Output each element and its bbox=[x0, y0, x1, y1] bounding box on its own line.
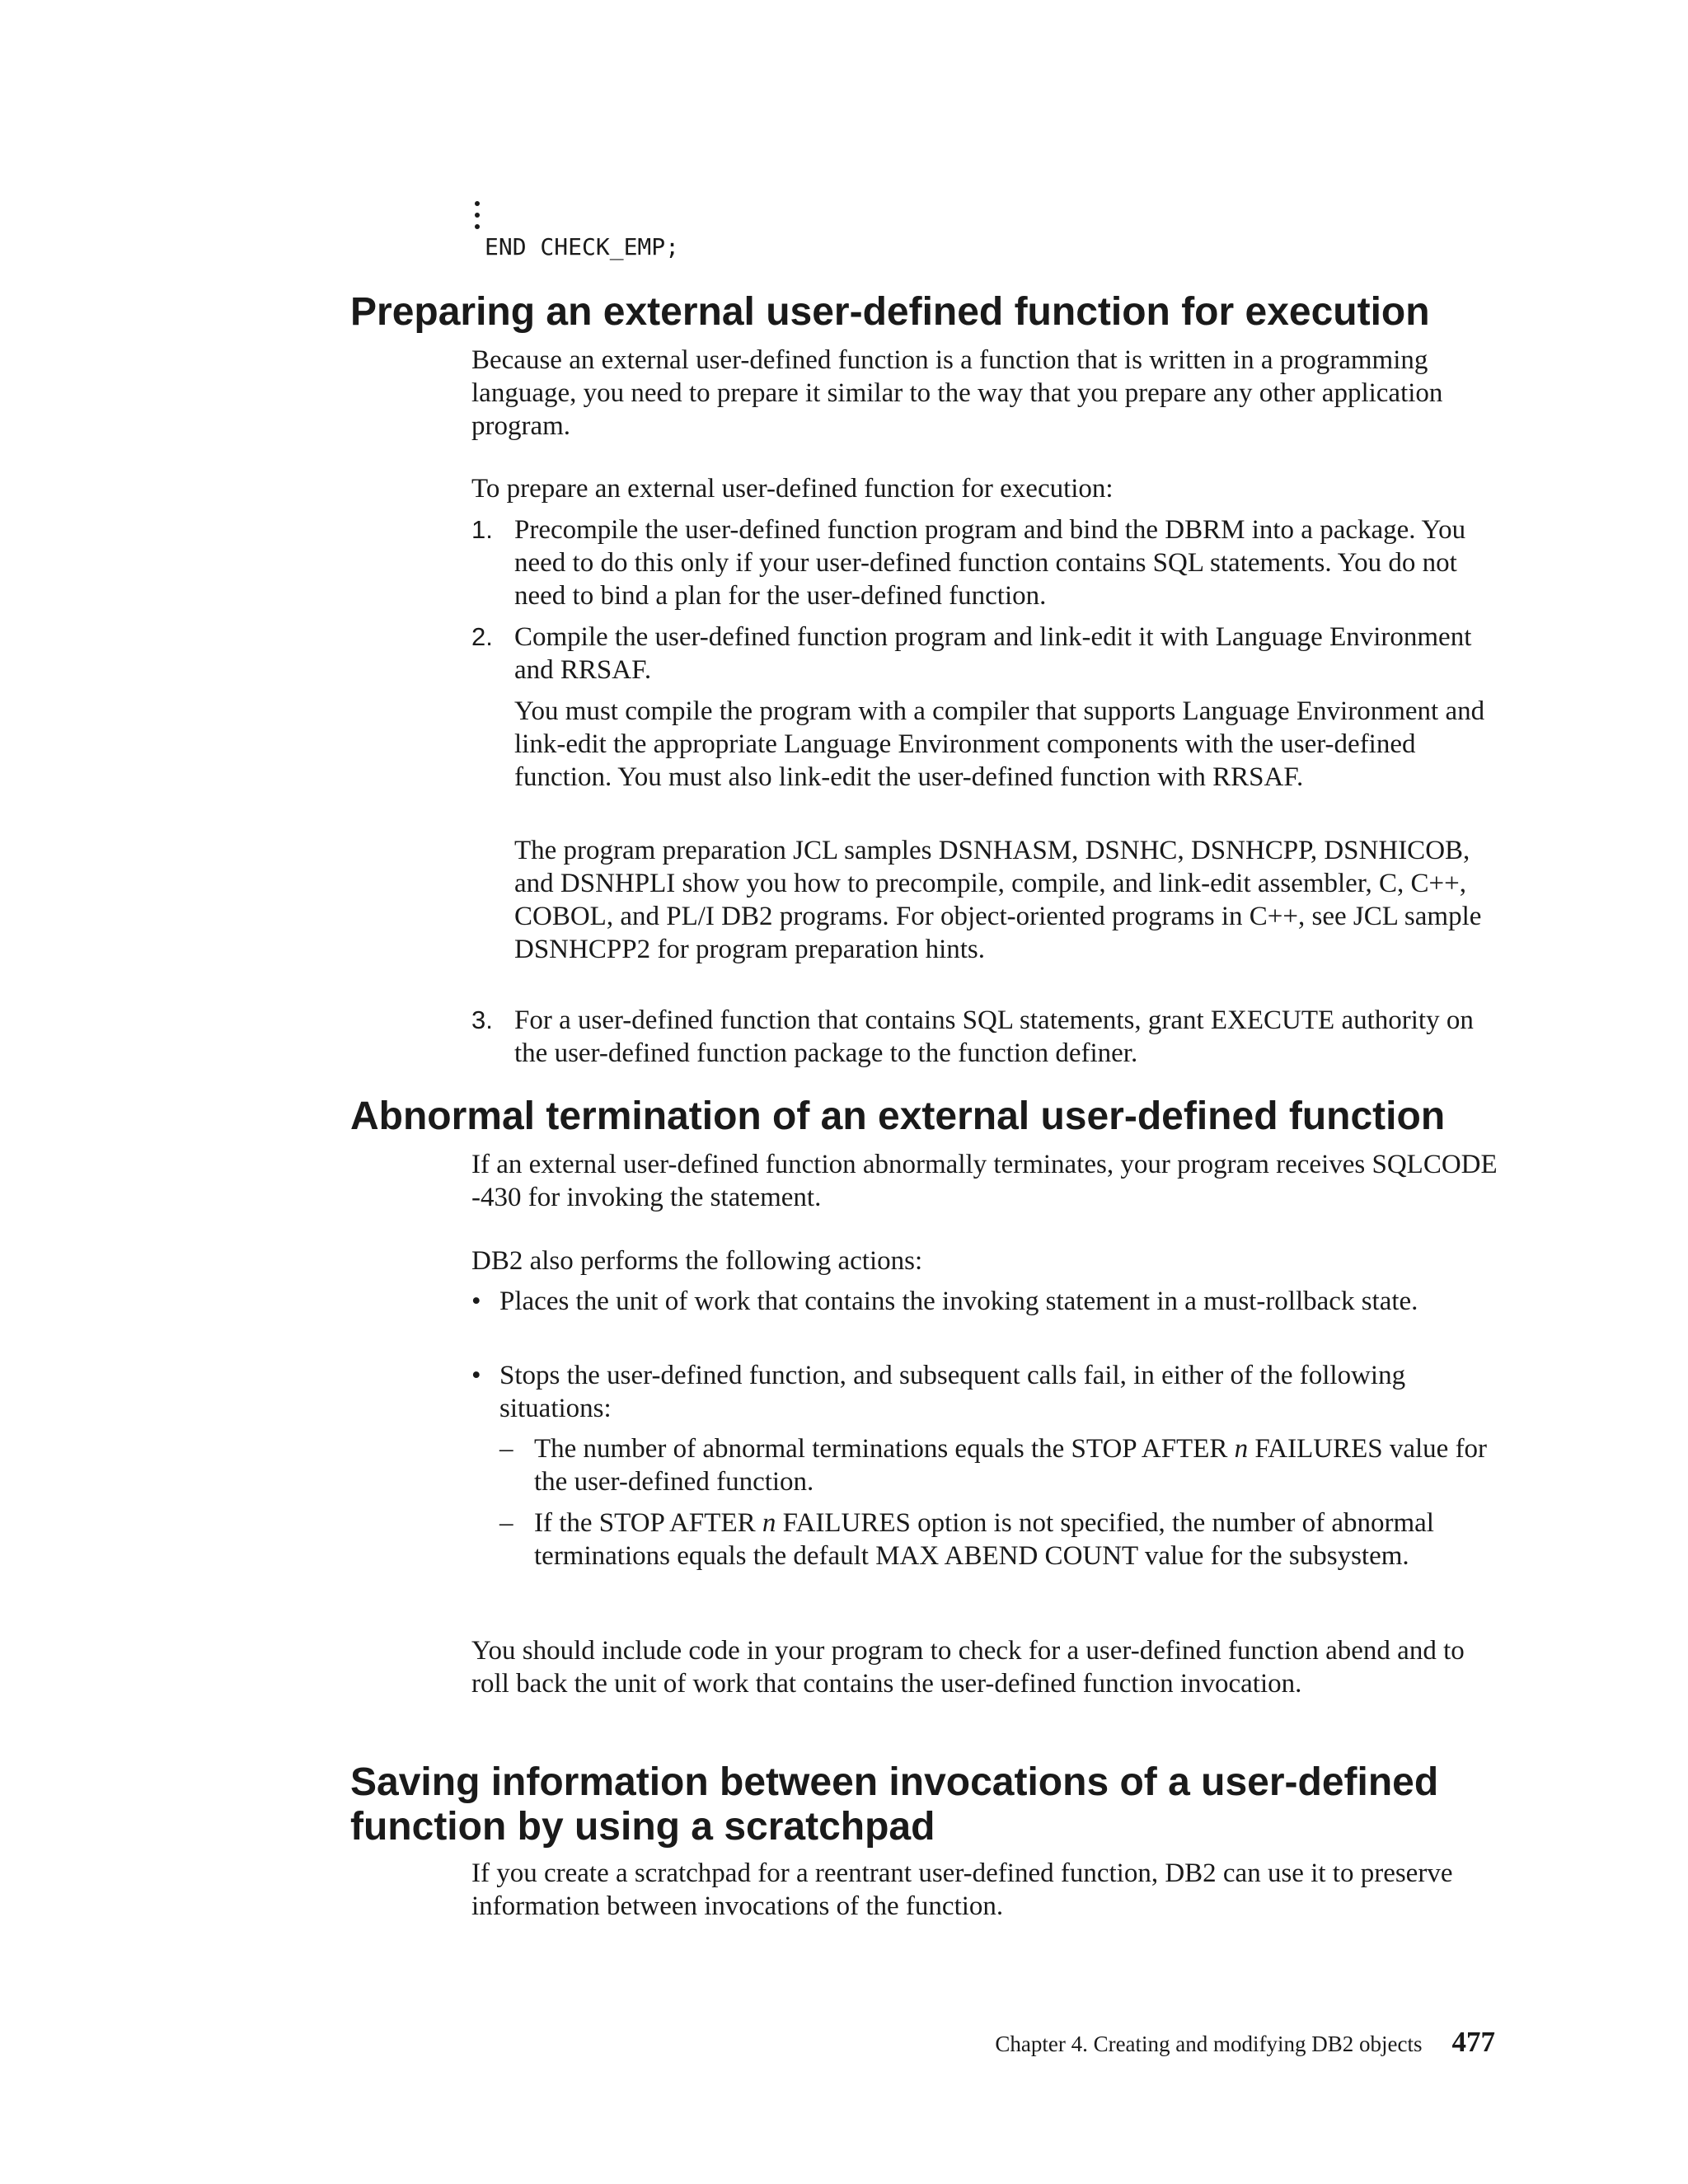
page-footer bbox=[995, 2026, 1495, 2059]
step-2-detail-1: You must compile the program with a compiler that supports Language Environment and link-edit the appropriate Language Environment components with the user-defined function. You must also link-edit the user-defined function with RRSAF. bbox=[514, 696, 1485, 792]
section-heading-scratchpad: Saving information between invocations of a user-defined function by using a scratchpad bbox=[350, 1760, 1439, 1849]
section1-intro: Because an external user-defined function is a function that is written in a programming language, you need to prepare it similar to the way that you prepare any other application program. bbox=[471, 345, 1443, 441]
section3-intro: If you create a scratchpad for a reentrant user-defined function, DB2 can use it to preserve information between invocations of the function. bbox=[471, 1858, 1453, 1921]
step-number: 2. bbox=[471, 622, 493, 651]
step-text: For a user-defined function that contains SQL statements, grant EXECUTE authority on the user-defined function package to the function definer. bbox=[514, 1005, 1474, 1068]
page-number: 477 bbox=[1451, 2026, 1495, 2058]
step-text: Precompile the user-defined function program and bind the DBRM into a package. You need to do this only if your user-defined function contains SQL statements. You do not need to bind a plan for the user-defined function. bbox=[514, 515, 1466, 611]
ellipsis-icon bbox=[469, 201, 485, 236]
step-text: Compile the user-defined function program and link-edit it with Language Environment and RRSAF. bbox=[514, 622, 1472, 685]
section2-intro: If an external user-defined function abnormally terminates, your program receives SQLCODE -430 for invoking the statement. bbox=[471, 1150, 1498, 1212]
step-2-detail-2: The program preparation JCL samples DSNHASM, DSNHC, DSNHCPP, DSNHICOB, and DSNHPLI show you how to precompile, compile, and link-edit assembler, C, C++, COBOL, and PL/I DB2 programs. For object-oriented programs in C++, see JCL sample DSNHCPP2 for program preparation hints. bbox=[514, 836, 1482, 964]
section-heading-abnormal-termination: Abnormal termination of an external user-defined function bbox=[350, 1094, 1446, 1138]
dash-icon: – bbox=[499, 1508, 513, 1538]
code-end-line: END CHECK_EMP; bbox=[485, 233, 680, 260]
dash-icon: – bbox=[499, 1434, 513, 1464]
section-heading-preparing: Preparing an external user-defined function for execution bbox=[350, 290, 1430, 334]
section1-lead: To prepare an external user-defined function for execution: bbox=[471, 474, 1114, 504]
section2-closing: You should include code in your program to check for a user-defined function abend and to roll back the unit of work that contains the user-defined function invocation. bbox=[471, 1636, 1465, 1699]
section2-lead: DB2 also performs the following actions: bbox=[471, 1246, 923, 1276]
bullet-icon: • bbox=[471, 1286, 481, 1316]
bullet-icon: • bbox=[471, 1361, 481, 1390]
step-number: 3. bbox=[471, 1005, 493, 1034]
step-number: 1. bbox=[471, 515, 493, 544]
footer-chapter: Chapter 4. Creating and modifying DB2 objects bbox=[995, 2032, 1423, 2056]
